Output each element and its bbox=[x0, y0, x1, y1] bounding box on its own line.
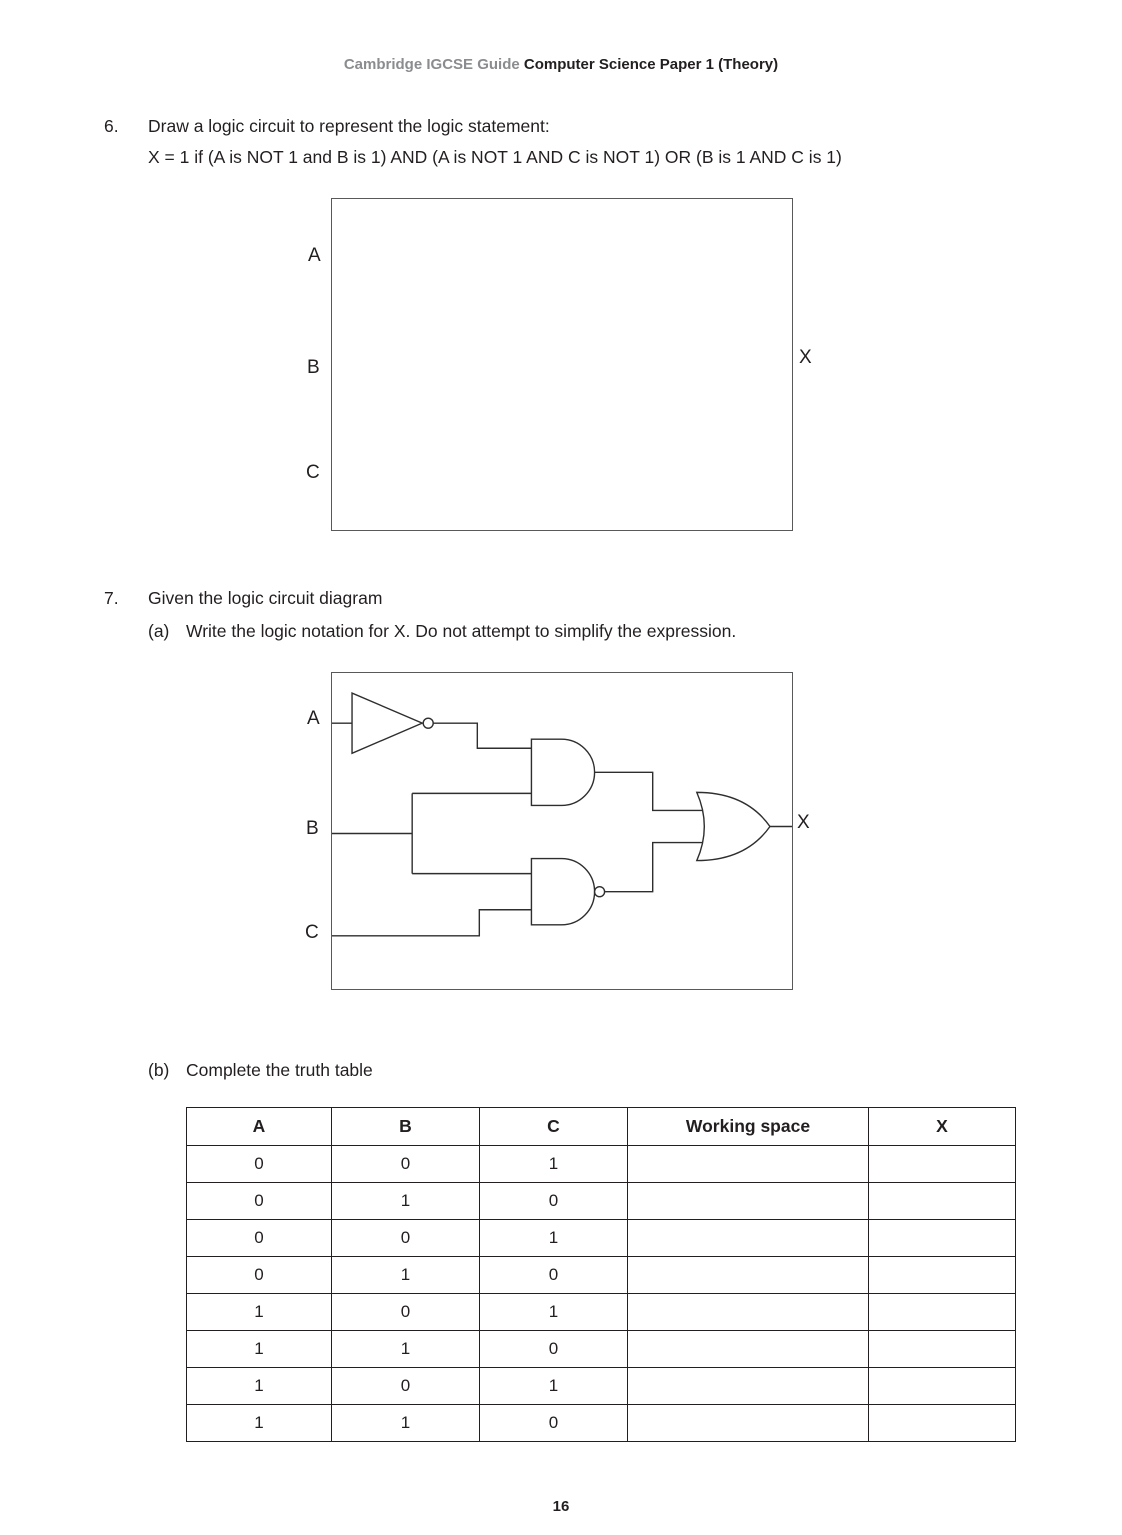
truth-table-column-header: C bbox=[480, 1108, 628, 1146]
nand-gate-bubble-icon bbox=[595, 887, 605, 897]
page-header bbox=[0, 56, 1122, 73]
working-space-cell bbox=[628, 1368, 869, 1405]
and-gate-icon bbox=[531, 739, 594, 805]
truth-table-column-header: B bbox=[332, 1108, 480, 1146]
question-6-answer-box bbox=[331, 198, 793, 531]
truth-table-column-header: Working space bbox=[628, 1108, 869, 1146]
x-result-cell bbox=[869, 1331, 1016, 1368]
x-result-cell bbox=[869, 1405, 1016, 1442]
x-result-cell bbox=[869, 1294, 1016, 1331]
working-space-cell bbox=[628, 1146, 869, 1183]
truth-value-cell: 1 bbox=[480, 1368, 628, 1405]
question-7a-label: (a) bbox=[148, 621, 170, 641]
page-number: 16 bbox=[552, 1498, 570, 1515]
truth-value-cell: 0 bbox=[332, 1368, 480, 1405]
x-result-cell bbox=[869, 1183, 1016, 1220]
truth-table-row bbox=[187, 1331, 1016, 1368]
wire-input-c bbox=[332, 910, 531, 936]
truth-value-cell: 1 bbox=[332, 1331, 480, 1368]
working-space-cell bbox=[628, 1331, 869, 1368]
truth-value-cell: 1 bbox=[480, 1220, 628, 1257]
wire-and-to-or bbox=[595, 772, 705, 810]
q6-input-label-c: C bbox=[306, 462, 320, 483]
q7-input-label-a: A bbox=[307, 708, 320, 729]
truth-table-container bbox=[186, 1107, 1016, 1442]
working-space-cell bbox=[628, 1257, 869, 1294]
wire-not-to-and bbox=[433, 723, 531, 748]
truth-table-body bbox=[187, 1146, 1016, 1442]
truth-value-cell: 1 bbox=[480, 1294, 628, 1331]
question-7-prompt: Given the logic circuit diagram bbox=[148, 588, 383, 608]
q7-input-label-c: C bbox=[305, 922, 319, 943]
truth-value-cell: 1 bbox=[332, 1257, 480, 1294]
truth-table-row bbox=[187, 1183, 1016, 1220]
question-6-prompt: Draw a logic circuit to represent the logic statement: bbox=[148, 116, 550, 136]
truth-value-cell: 1 bbox=[187, 1405, 332, 1442]
question-7b-label: (b) bbox=[148, 1060, 170, 1080]
not-gate-icon bbox=[352, 693, 422, 753]
q7-input-label-b: B bbox=[306, 818, 319, 839]
x-result-cell bbox=[869, 1368, 1016, 1405]
not-gate-bubble-icon bbox=[423, 718, 433, 728]
truth-table-row bbox=[187, 1368, 1016, 1405]
truth-table-column-header: X bbox=[869, 1108, 1016, 1146]
q6-input-label-b: B bbox=[307, 357, 320, 378]
logic-circuit-diagram bbox=[332, 673, 792, 989]
q7-output-label-x: X bbox=[797, 812, 810, 833]
logic-circuit-diagram-box bbox=[331, 672, 793, 990]
truth-value-cell: 0 bbox=[332, 1294, 480, 1331]
truth-value-cell: 0 bbox=[332, 1146, 480, 1183]
question-7b-text: Complete the truth table bbox=[186, 1060, 373, 1080]
truth-value-cell: 0 bbox=[332, 1220, 480, 1257]
truth-value-cell: 0 bbox=[187, 1183, 332, 1220]
wire-nand-to-or bbox=[605, 843, 705, 892]
header-paper-title: Computer Science Paper 1 (Theory) bbox=[523, 56, 779, 73]
question-6-logic-statement: X = 1 if (A is NOT 1 and B is 1) AND (A is NOT 1 AND C is NOT 1) OR (B is 1 AND C is 1) bbox=[148, 147, 842, 167]
working-space-cell bbox=[628, 1294, 869, 1331]
truth-value-cell: 0 bbox=[187, 1257, 332, 1294]
truth-value-cell: 1 bbox=[332, 1183, 480, 1220]
working-space-cell bbox=[628, 1405, 869, 1442]
question-6-number: 6. bbox=[104, 116, 119, 136]
q6-output-label-x: X bbox=[799, 347, 812, 368]
truth-value-cell: 1 bbox=[187, 1368, 332, 1405]
nand-gate-icon bbox=[531, 859, 594, 925]
truth-table-column-header: A bbox=[187, 1108, 332, 1146]
truth-table-row bbox=[187, 1146, 1016, 1183]
truth-value-cell: 0 bbox=[187, 1146, 332, 1183]
working-space-cell bbox=[628, 1220, 869, 1257]
x-result-cell bbox=[869, 1220, 1016, 1257]
truth-value-cell: 1 bbox=[480, 1146, 628, 1183]
truth-table-row bbox=[187, 1257, 1016, 1294]
question-7-number: 7. bbox=[104, 588, 119, 608]
truth-value-cell: 1 bbox=[187, 1294, 332, 1331]
truth-table-row bbox=[187, 1220, 1016, 1257]
truth-value-cell: 0 bbox=[480, 1183, 628, 1220]
truth-value-cell: 0 bbox=[480, 1257, 628, 1294]
truth-value-cell: 0 bbox=[480, 1331, 628, 1368]
header-guide-name: Cambridge IGCSE Guide bbox=[343, 56, 520, 73]
or-gate-icon bbox=[697, 792, 770, 860]
truth-table-row bbox=[187, 1294, 1016, 1331]
x-result-cell bbox=[869, 1146, 1016, 1183]
x-result-cell bbox=[869, 1257, 1016, 1294]
q6-input-label-a: A bbox=[308, 245, 321, 266]
working-space-cell bbox=[628, 1183, 869, 1220]
truth-value-cell: 1 bbox=[332, 1405, 480, 1442]
truth-value-cell: 1 bbox=[187, 1331, 332, 1368]
truth-value-cell: 0 bbox=[187, 1220, 332, 1257]
truth-table bbox=[186, 1107, 1016, 1442]
truth-value-cell: 0 bbox=[480, 1405, 628, 1442]
question-7a-text: Write the logic notation for X. Do not attempt to simplify the expression. bbox=[186, 621, 737, 641]
truth-table-header-row bbox=[187, 1108, 1016, 1146]
truth-table-row bbox=[187, 1405, 1016, 1442]
